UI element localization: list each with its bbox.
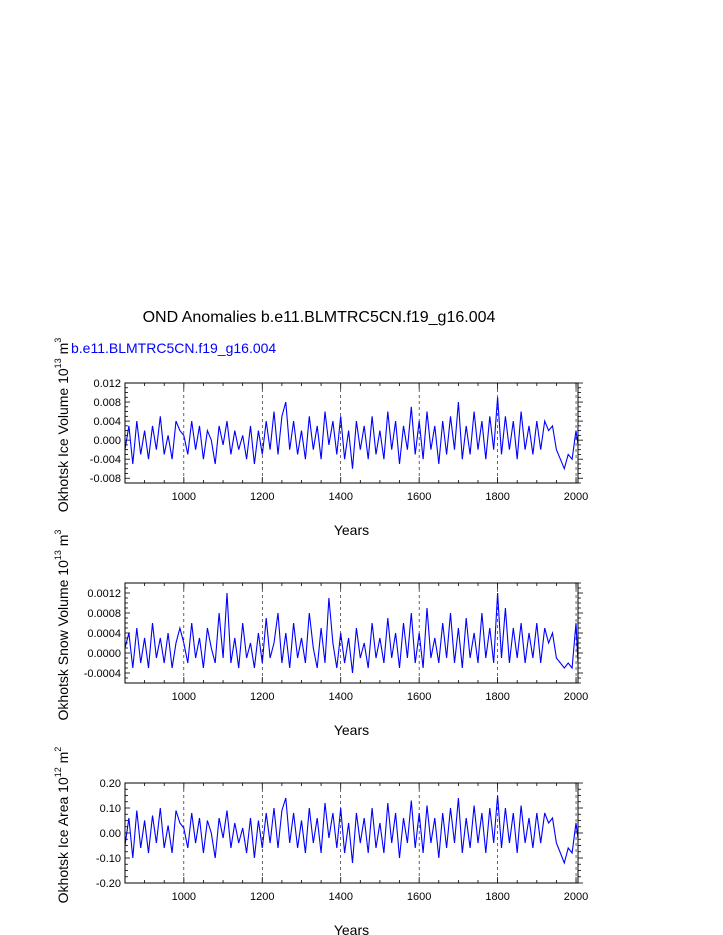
x-tick-label: 1800 [485, 491, 510, 503]
y-tick-label: 0.0004 [87, 628, 121, 640]
y-tick-label: 0.00 [99, 828, 121, 840]
y-tick-label: 0.004 [93, 416, 121, 429]
x-tick-label: 1000 [171, 691, 197, 703]
x-axis-label: Years [333, 722, 370, 738]
y-tick-label: -0.0004 [83, 668, 121, 680]
y-tick-label: 0.008 [93, 397, 121, 410]
x-axis-label: Years [333, 922, 370, 935]
x-tick-label: 1200 [250, 891, 275, 903]
x-axis-label: Years [333, 522, 370, 538]
x-tick-label: 1200 [250, 691, 275, 703]
y-tick-label: 0.0012 [87, 588, 121, 600]
y-tick-label: 0.0000 [87, 648, 121, 660]
x-tick-label: 1400 [328, 491, 353, 503]
y-axis-label: Okhotsk Ice Area $10^{12}$ $m^2$ [53, 746, 71, 904]
y-axis-label: Okhotsk Ice Volume $10^{13}$ $m^3$ [53, 337, 71, 513]
y-tick-label: 0.0008 [87, 608, 121, 620]
x-tick-label: 1600 [406, 691, 432, 703]
y-tick-label: 0.012 [93, 378, 121, 390]
y-tick-label: -0.008 [89, 473, 121, 486]
x-tick-label: 1800 [485, 891, 510, 903]
x-tick-label: 1000 [171, 891, 197, 903]
x-tick-label: 1400 [328, 891, 353, 903]
x-tick-label: 2000 [563, 891, 589, 903]
y-tick-label: 0.10 [99, 803, 121, 815]
x-tick-label: 2000 [563, 491, 589, 503]
series-label: b.e11.BLMTRC5CN.f19_g16.004 [71, 340, 277, 356]
x-tick-label: 2000 [563, 691, 589, 703]
y-tick-label: 0.000 [93, 435, 121, 448]
x-tick-label: 1600 [406, 891, 432, 903]
y-axis-label: Okhotsk Snow Volume $10^{13}$ $m^3$ [53, 529, 71, 721]
x-tick-label: 1600 [406, 491, 432, 503]
x-tick-label: 1200 [250, 491, 275, 503]
x-tick-label: 1000 [171, 491, 197, 503]
y-tick-label: -0.004 [89, 454, 121, 467]
y-tick-label: 0.20 [99, 778, 121, 790]
figure-title: OND Anomalies b.e11.BLMTRC5CN.f19_g16.004 [142, 309, 496, 326]
x-tick-label: 1400 [328, 691, 353, 703]
y-tick-label: -0.10 [95, 853, 121, 865]
y-tick-label: -0.20 [95, 878, 121, 890]
x-tick-label: 1800 [485, 691, 510, 703]
